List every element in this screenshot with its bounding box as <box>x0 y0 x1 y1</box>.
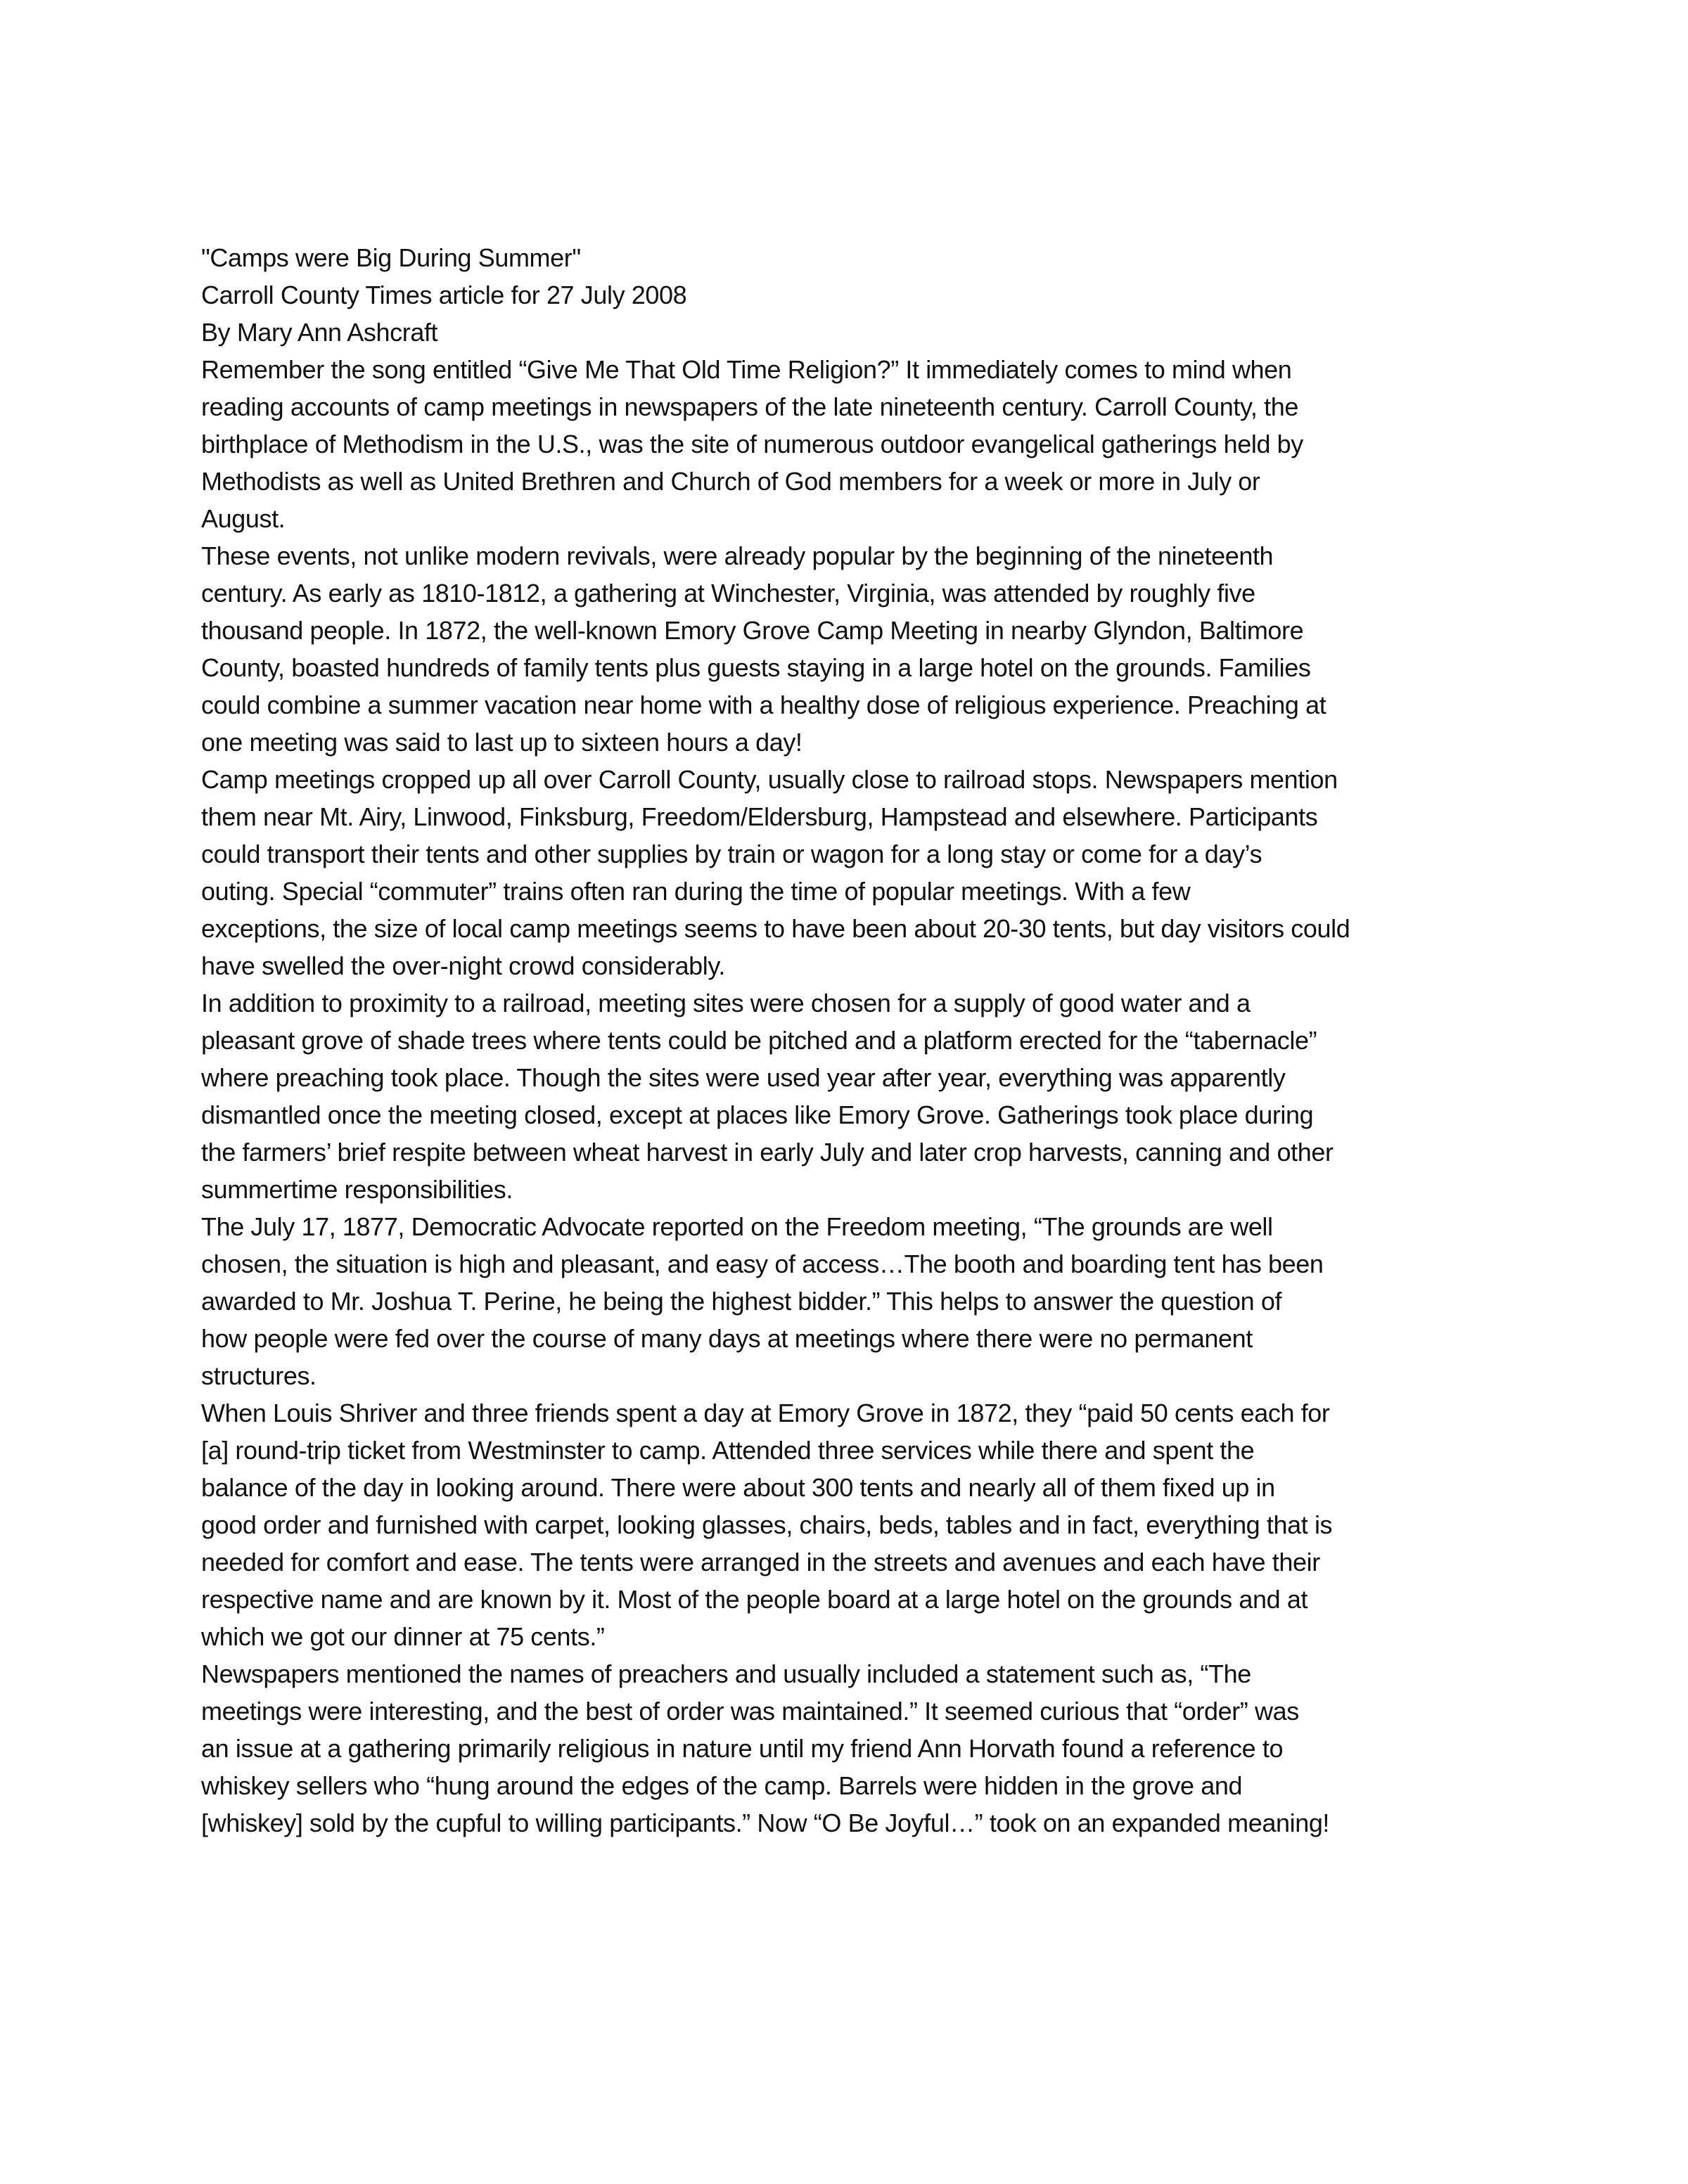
text-line: which we got our dinner at 75 cents.” <box>201 1622 605 1651</box>
text-line: Newspapers mentioned the names of preachers and usually included a statement such as, “The <box>201 1659 1251 1688</box>
text-line: [whiskey] sold by the cupful to willing participants.” Now “O Be Joyful…” took on an expanded meaning! <box>201 1809 1330 1837</box>
text-line: The July 17, 1877, Democratic Advocate reported on the Freedom meeting, “The grounds are well <box>201 1212 1273 1241</box>
paragraph <box>201 537 1537 761</box>
text-line: In addition to proximity to a railroad, meeting sites were chosen for a supply of good water and a <box>201 989 1251 1017</box>
text-line: pleasant grove of shade trees where tents could be pitched and a platform erected for the “tabernacle” <box>201 1026 1317 1055</box>
text-line: them near Mt. Airy, Linwood, Finksburg, Freedom/Eldersburg, Hampstead and elsewhere. Participants <box>201 802 1318 831</box>
text-line: good order and furnished with carpet, looking glasses, chairs, beds, tables and in fact, everything that is <box>201 1510 1333 1539</box>
article <box>201 239 1537 1842</box>
text-line: could combine a summer vacation near home with a healthy dose of religious experience. Preaching at <box>201 690 1326 719</box>
paragraph <box>201 761 1537 984</box>
text-line: an issue at a gathering primarily religious in nature until my friend Ann Horvath found a reference to <box>201 1734 1284 1763</box>
text-line: Methodists as well as United Brethren and Church of God members for a week or more in July or <box>201 467 1260 496</box>
paragraph <box>201 1208 1537 1394</box>
text-line: one meeting was said to last up to sixteen hours a day! <box>201 728 803 757</box>
paragraph <box>201 351 1537 537</box>
text-line: outing. Special “commuter” trains often ran during the time of popular meetings. With a few <box>201 877 1191 906</box>
paragraph <box>201 1655 1537 1842</box>
text-line: the farmers’ brief respite between wheat harvest in early July and later crop harvests, canning and other <box>201 1138 1334 1167</box>
text-line: Camp meetings cropped up all over Carroll County, usually close to railroad stops. Newspapers mention <box>201 765 1338 794</box>
article-source: Carroll County Times article for 27 July 2008 <box>201 281 687 309</box>
text-line: whiskey sellers who “hung around the edges of the camp. Barrels were hidden in the grove and <box>201 1771 1243 1800</box>
text-line: Remember the song entitled “Give Me That Old Time Religion?” It immediately comes to mind when <box>201 355 1292 384</box>
paragraph <box>201 1394 1537 1655</box>
text-line: [a] round-trip ticket from Westminster to camp. Attended three services while there and spent the <box>201 1436 1255 1465</box>
text-line: When Louis Shriver and three friends spent a day at Emory Grove in 1872, they “paid 50 cents each for <box>201 1399 1330 1427</box>
text-line: summertime responsibilities. <box>201 1175 513 1204</box>
article-byline: By Mary Ann Ashcraft <box>201 318 438 347</box>
text-line: chosen, the situation is high and pleasant, and easy of access…The booth and boarding tent has been <box>201 1250 1324 1278</box>
article-title: "Camps were Big During Summer" <box>201 243 581 272</box>
text-line: dismantled once the meeting closed, except at places like Emory Grove. Gatherings took place during <box>201 1100 1314 1129</box>
text-line: where preaching took place. Though the sites were used year after year, everything was apparently <box>201 1063 1286 1092</box>
text-line: birthplace of Methodism in the U.S., was the site of numerous outdoor evangelical gatherings held by <box>201 430 1303 458</box>
text-line: exceptions, the size of local camp meetings seems to have been about 20-30 tents, but day visitors could <box>201 914 1350 943</box>
text-line: needed for comfort and ease. The tents were arranged in the streets and avenues and each have their <box>201 1548 1320 1576</box>
text-line: structures. <box>201 1361 316 1390</box>
text-line: August. <box>201 504 286 533</box>
text-line: respective name and are known by it. Most of the people board at a large hotel on the grounds and at <box>201 1585 1308 1614</box>
text-line: These events, not unlike modern revivals, were already popular by the beginning of the nineteenth <box>201 541 1274 570</box>
text-line: meetings were interesting, and the best of order was maintained.” It seemed curious that “order” was <box>201 1697 1299 1726</box>
text-line: thousand people. In 1872, the well-known Emory Grove Camp Meeting in nearby Glyndon, Baltimore <box>201 616 1304 645</box>
text-line: have swelled the over-night crowd considerably. <box>201 951 725 980</box>
text-line: how people were fed over the course of many days at meetings where there were no permanent <box>201 1324 1253 1353</box>
paragraph <box>201 984 1537 1208</box>
text-line: awarded to Mr. Joshua T. Perine, he being the highest bidder.” This helps to answer the question of <box>201 1287 1282 1316</box>
text-line: reading accounts of camp meetings in newspapers of the late nineteenth century. Carroll County, the <box>201 392 1298 421</box>
text-line: could transport their tents and other supplies by train or wagon for a long stay or come for a day’s <box>201 840 1262 868</box>
text-line: balance of the day in looking around. There were about 300 tents and nearly all of them fixed up in <box>201 1473 1275 1502</box>
text-line: County, boasted hundreds of family tents plus guests staying in a large hotel on the grounds. Families <box>201 653 1311 682</box>
text-line: century. As early as 1810-1812, a gathering at Winchester, Virginia, was attended by roughly five <box>201 579 1255 608</box>
article-body <box>201 351 1537 1842</box>
